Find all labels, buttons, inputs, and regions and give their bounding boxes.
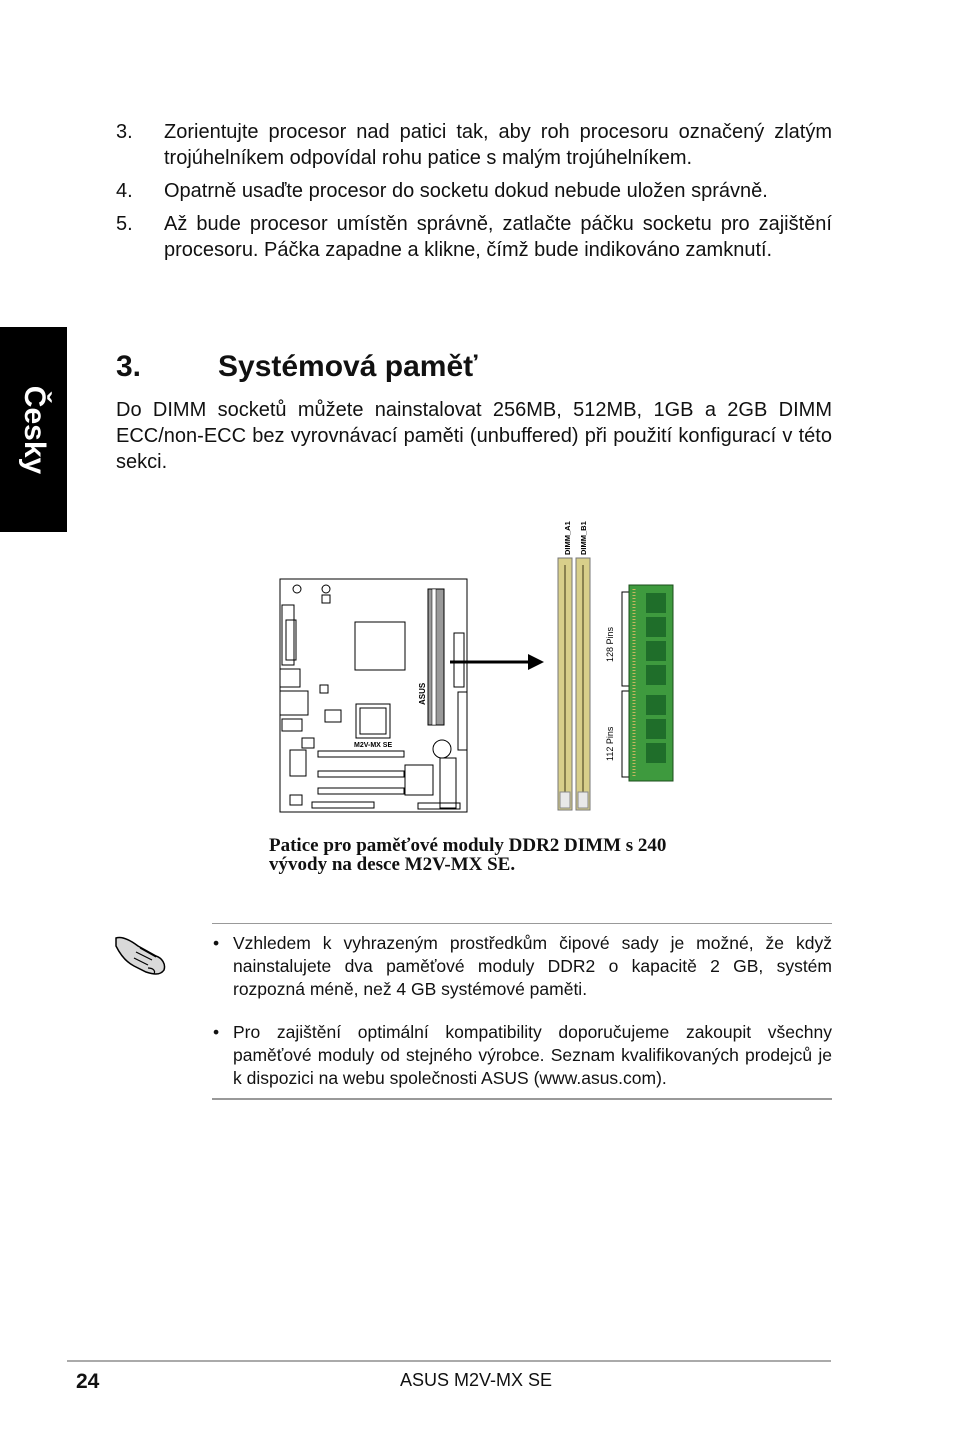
page-number: 24 xyxy=(76,1370,100,1393)
slot-a1-label: DIMM_A1 xyxy=(563,521,572,555)
slot-b1-label: DIMM_B1 xyxy=(579,521,588,555)
language-tab xyxy=(0,327,67,532)
pins-top-label: 128 Pins xyxy=(605,626,615,662)
step-text: Zorientujte procesor nad patici tak, aby roh procesoru označený zlatým trojúhelníkem odpovídal rohu patice s malým trojúhelníkem. xyxy=(164,121,832,169)
section-number: 3. xyxy=(116,350,142,383)
bullet-mark: • xyxy=(213,933,220,953)
pin-brackets xyxy=(622,592,629,777)
board-model-label: M2V-MX SE xyxy=(354,742,393,749)
step-text: Až bude procesor umístěn správně, zatlačte páčku socketu pro zajištění procesoru. Páčka zapadne a klikne, čímž bude indikováno zamknutí. xyxy=(164,213,832,261)
note-item xyxy=(213,932,832,1001)
section-title: Systémová paměť xyxy=(218,350,478,383)
step-4 xyxy=(116,178,832,204)
dimm-slot-b1 xyxy=(576,558,590,810)
dimm-diagram xyxy=(262,505,692,825)
motherboard-dimm-illustration xyxy=(262,505,692,825)
note-item xyxy=(213,1021,832,1090)
note-divider-top xyxy=(212,923,832,924)
step-text: Opatrně usaďte procesor do socketu dokud nebude uložen správně. xyxy=(164,180,768,202)
step-number: 5. xyxy=(116,213,133,235)
step-3 xyxy=(116,119,832,171)
step-number: 4. xyxy=(116,180,133,202)
diagram-caption: Patice pro paměťové moduly DDR2 DIMM s 240 vývody na desce M2V-MX SE. xyxy=(269,835,667,875)
memory-module xyxy=(629,585,673,781)
step-number: 3. xyxy=(116,121,133,143)
board-brand-label: ASUS xyxy=(418,682,427,705)
step-5 xyxy=(116,211,832,263)
language-tab-label: Česky xyxy=(17,385,51,474)
pins-bottom-label: 112 Pins xyxy=(605,726,615,761)
note-text: Vzhledem k vyhrazeným prostředkům čipové sady je možné, že když nainstalujete dva paměťové moduly DDR2 o kapacitě 2 GB, systém rozpozná méně, než 4 GB systémové paměti. xyxy=(233,933,832,999)
note-text: Pro zajištění optimální kompatibility doporučujeme zakoupit všechny paměťové moduly od stejného výrobce. Seznam kvalifikovaných prodejců je k dispozici na webu společnosti ASUS (www.asus.com). xyxy=(233,1022,832,1088)
footer-title: ASUS M2V-MX SE xyxy=(400,1370,553,1390)
intro-paragraph: Do DIMM socketů můžete nainstalovat 256MB, 512MB, 1GB a 2GB DIMM ECC/non-ECC bez vyrovnávací paměti (unbuffered) při použití konfigurací v této sekci. xyxy=(116,399,832,473)
note-hand-icon xyxy=(112,930,170,978)
note-divider-bottom xyxy=(212,1098,832,1100)
dimm-slot-a1 xyxy=(558,558,572,810)
bullet-mark: • xyxy=(213,1022,220,1042)
footer-divider xyxy=(67,1360,831,1362)
